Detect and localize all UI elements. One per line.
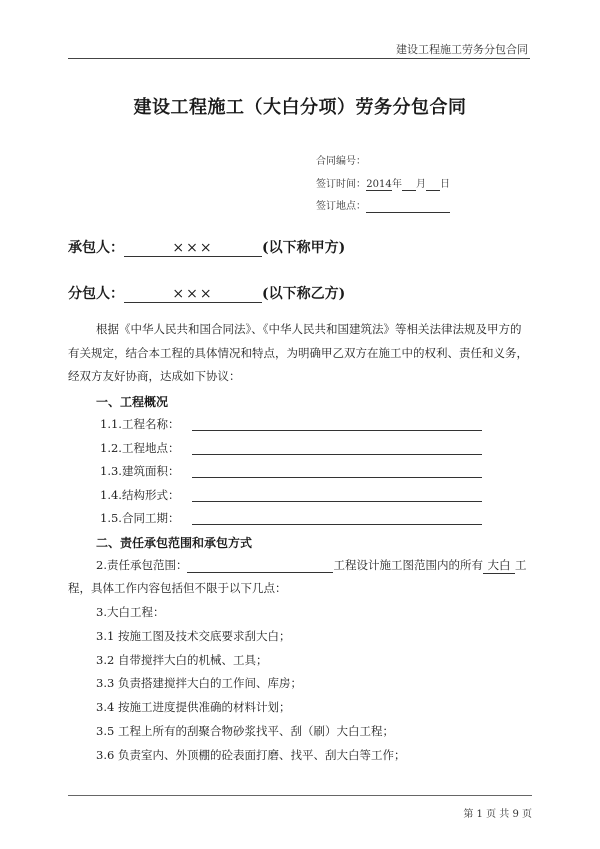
contractor-label: 承包人： <box>68 240 124 256</box>
item-3-3: 3.3 负责搭建搅拌大白的工作间、库房； <box>96 676 302 690</box>
sign-place-blank <box>366 201 450 213</box>
section-1-heading: 一、工程概况 <box>96 395 169 409</box>
scope-mid: 工程设计施工图范围内的所有 <box>333 558 483 572</box>
item-3-1: 3.1 按施工图及技术交底要求刮大白； <box>96 629 291 643</box>
sign-year-value: 2014 <box>366 179 392 190</box>
page-number: 第 1 页 共 9 页 <box>463 809 532 820</box>
intro-line-1: 根据《中华人民共和国合同法》、《中华人民共和国建筑法》等相关法律法规及甲方的 <box>96 322 522 336</box>
field-building-area-line <box>192 477 482 478</box>
field-structure-type: 1.4.结构形式： <box>100 488 180 502</box>
sign-day-blank <box>426 179 440 191</box>
field-project-location-line <box>192 454 482 455</box>
contractor-note: (以下称甲方) <box>262 240 346 256</box>
sign-time <box>316 175 450 191</box>
scope-suffix: 工 <box>514 558 527 572</box>
item-3: 3.大白工程： <box>96 605 165 619</box>
month-char: 月 <box>416 179 426 190</box>
contractor-name: ××× <box>124 240 262 257</box>
sign-month-blank <box>402 179 416 191</box>
item-3-4: 3.4 按施工进度提供准确的材料计划； <box>96 700 291 714</box>
intro-line-3: 经双方友好协商，达成如下协议： <box>68 369 241 383</box>
sign-place <box>316 197 450 213</box>
item-3-2: 3.2 自带搅拌大白的机械、工具； <box>96 653 268 667</box>
running-header: 建设工程施工劳务分包合同 <box>396 43 528 56</box>
contract-number-label: 合同编号： <box>316 156 366 167</box>
year-char: 年 <box>392 179 402 190</box>
field-structure-type-line <box>192 501 482 502</box>
scope-line-1 <box>96 557 526 574</box>
field-contract-period-line <box>192 524 482 525</box>
field-contract-period: 1.5.合同工期： <box>100 511 180 525</box>
scope-line-2: 程，具体工作内容包括但不限于以下几点： <box>68 581 287 595</box>
subcontractor-note: (以下称乙方) <box>262 286 346 302</box>
document-title: 建设工程施工（大白分项）劳务分包合同 <box>133 97 467 118</box>
scope-blank <box>187 558 333 573</box>
item-3-6: 3.6 负责室内、外顶棚的砼表面打磨、找平、刮大白等工作； <box>96 748 406 762</box>
field-project-name: 1.1.工程名称： <box>100 417 180 431</box>
day-char: 日 <box>440 179 450 190</box>
scope-prefix: 2.责任承包范围： <box>96 558 188 572</box>
contractor-line <box>68 237 345 257</box>
subcontractor-line <box>68 283 345 303</box>
field-building-area: 1.3.建筑面积： <box>100 464 180 478</box>
header-divider <box>68 58 530 59</box>
section-2-heading: 二、责任承包范围和承包方式 <box>96 536 253 550</box>
footer-divider <box>68 795 532 796</box>
sign-time-label: 签订时间： <box>316 179 366 190</box>
sign-place-label: 签订地点： <box>316 201 366 212</box>
subcontractor-name: ××× <box>124 286 262 303</box>
scope-item: 大白 <box>483 557 515 574</box>
subcontractor-label: 分包人： <box>68 286 124 302</box>
field-project-name-line <box>192 430 482 431</box>
contract-number <box>316 152 366 167</box>
intro-line-2: 有关规定，结合本工程的具体情况和特点，为明确甲乙双方在施工中的权利、责任和义务， <box>68 346 528 360</box>
item-3-5: 3.5 工程上所有的刮聚合物砂浆找平、刮（刷）大白工程； <box>96 724 394 738</box>
field-project-location: 1.2.工程地点： <box>100 441 180 455</box>
